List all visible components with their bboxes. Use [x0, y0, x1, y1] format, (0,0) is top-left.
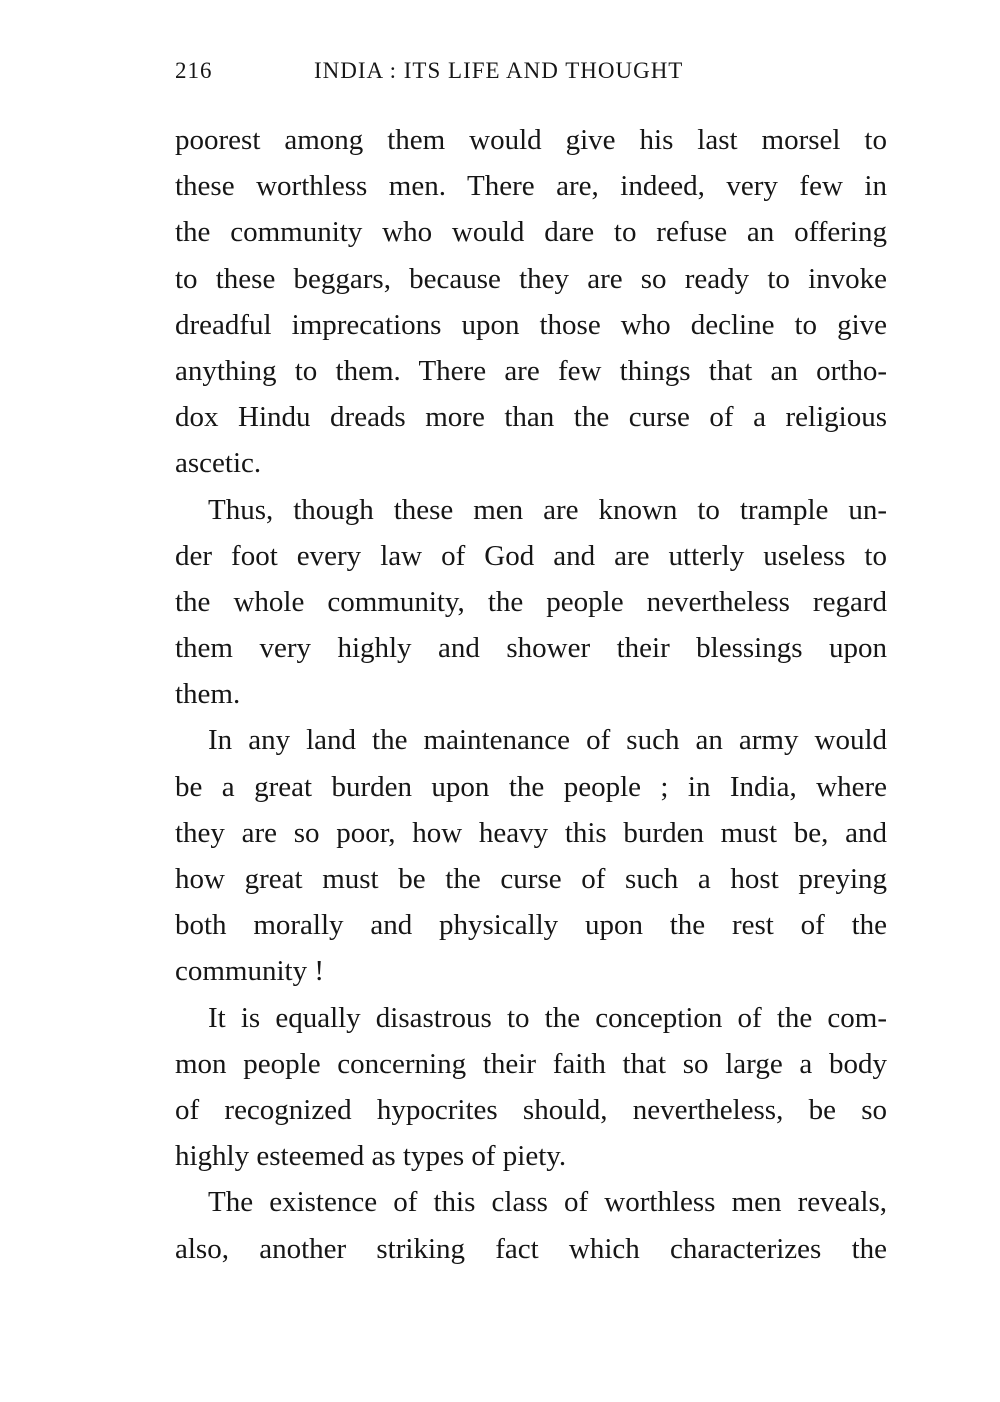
text-line: ascetic. — [175, 447, 262, 480]
text-line: how great must be the curse of such a host preying — [175, 863, 887, 895]
page-number: 216 — [175, 58, 213, 83]
text-line: of recognized hypocrites should, nevertheless, be so — [175, 1093, 887, 1126]
text-line: the community who would dare to refuse an offering — [175, 216, 887, 249]
text-line: to these beggars, because they are so ready to invoke — [175, 262, 887, 295]
text-line: be a great burden upon the people ; in India, where — [175, 770, 887, 803]
text-line: The existence of this class of worthless men reveals, — [208, 1186, 887, 1219]
text-line: these worthless men. There are, indeed, very few in — [175, 170, 887, 203]
text-line: them. — [175, 678, 241, 711]
text-line: Thus, though these men are known to trample un- — [208, 493, 887, 526]
paragraph-5 — [175, 1179, 887, 1271]
text-line: both morally and physically upon the rest of the — [175, 909, 887, 942]
text-line: poorest among them would give his last morsel to — [175, 124, 887, 156]
text-line: In any land the maintenance of such an army would — [208, 724, 887, 757]
text-line: also, another striking fact which characterizes the — [175, 1232, 887, 1265]
text-line: mon people concerning their faith that so large a body — [175, 1047, 887, 1080]
paragraph-3 — [175, 717, 887, 994]
text-line: highly esteemed as types of piety. — [175, 1140, 567, 1173]
text-line: anything to them. There are few things that an ortho- — [175, 354, 887, 387]
text-line: dox Hindu dreads more than the curse of a religious — [175, 401, 887, 434]
running-head — [175, 58, 887, 94]
text-line: der foot every law of God and are utterly useless to — [175, 539, 887, 572]
text-line: dreadful imprecations upon those who decline to give — [175, 308, 887, 341]
paragraph-1 — [175, 117, 887, 487]
text-line: community ! — [175, 955, 325, 988]
text-line: they are so poor, how heavy this burden must be, and — [175, 816, 887, 849]
body-text — [175, 117, 887, 1272]
paragraph-2 — [175, 487, 887, 718]
paragraph-4 — [175, 995, 887, 1180]
text-line: the whole community, the people nevertheless regard — [175, 585, 887, 618]
running-title: INDIA : ITS LIFE AND THOUGHT — [314, 58, 684, 83]
text-line: them very highly and shower their blessings upon — [175, 632, 887, 665]
text-line: It is equally disastrous to the conception of the com- — [208, 1001, 887, 1034]
